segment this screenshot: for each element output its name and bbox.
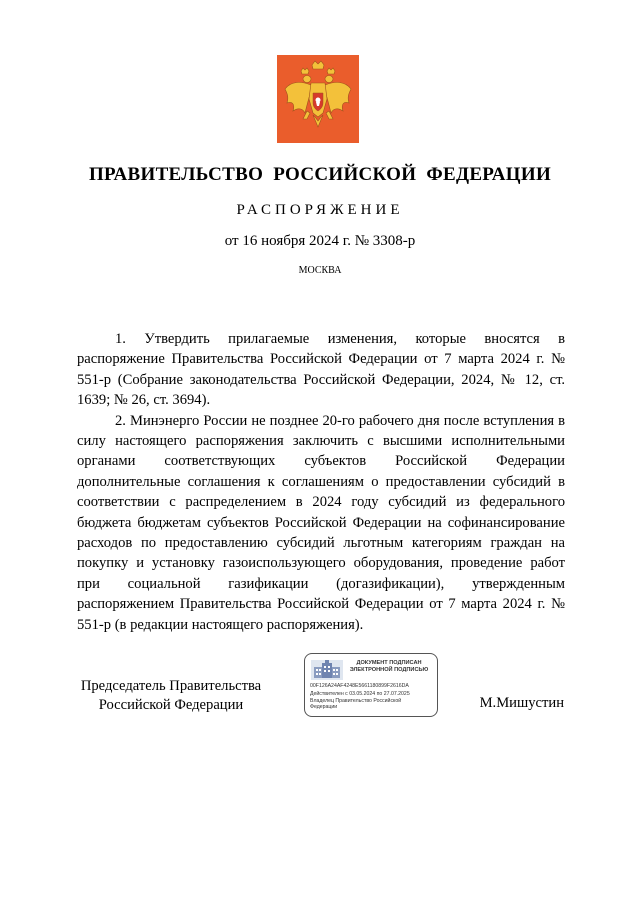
signer-position [76,677,266,715]
stamp-validity: Действителен с 03.05.2024 по 27.07.2025 [310,691,410,697]
stamp-heading-line-2: ЭЛЕКТРОННОЙ ПОДПИСЬЮ [349,667,429,673]
signer-name: М.Мишустин [479,695,564,711]
stamp-certificate: 00F126A24AF4248E5661180899F2616DA [310,683,409,689]
stamp-heading-line-1: ДОКУМЕНТ ПОДПИСАН [356,660,422,666]
stamp-owner-line-1: Владелец Правительство Российской [310,698,402,704]
document-date-number: от 16 ноября 2024 г. № 3308-р [224,233,416,249]
document-type: РАСПОРЯЖЕНИЕ [236,202,404,218]
stamp-heading [343,660,435,674]
electronic-signature-stamp [304,653,438,717]
document-city: МОСКВА [298,265,342,276]
double-headed-eagle-icon [277,55,359,143]
stamp-owner-line-2: Федерации [310,704,338,710]
paragraph-1: 1. Утвердить прилагаемые изменения, которые вносятся в распоряжение Правительства Российской Федерации от 7 марта 2024 г. № 551-р (Собрание законодательства Российской Федерации, 2024, № 12, ст. 1639; № 26, ст. 3694). [77,331,565,409]
coat-of-arms-emblem [277,55,359,143]
signer-position-line-1: Председатель Правительства [80,678,262,694]
signer-position-line-2: Российской Федерации [98,697,244,713]
paragraph-2: 2. Минэнерго России не позднее 20-го рабочего дня после вступления в силу настоящего распоряжения заключить с высшими исполнительными органами соответствующих субъектов Российской Федерации дополнительные соглашения к соглашениям о предоставлении субсидий в соответствии с распределением в 2024 году субсидий из федерального бюджета бюджетам субъектов Российской Федерации на софинансирование расходов по предоставлению субсидий льготным категориям граждан на покупку и установку газоиспользующего оборудования, проведение работ при социальной газификации (догазификации), утвержденным распоряжением Правительства Российской Федерации от 7 марта 2024 г. № 551-р (в редакции настоящего распоряжения). [77,412,565,633]
government-title: ПРАВИТЕЛЬСТВО РОССИЙСКОЙ ФЕДЕРАЦИИ [88,164,552,185]
document-body [77,329,565,635]
government-building-icon [311,660,343,680]
